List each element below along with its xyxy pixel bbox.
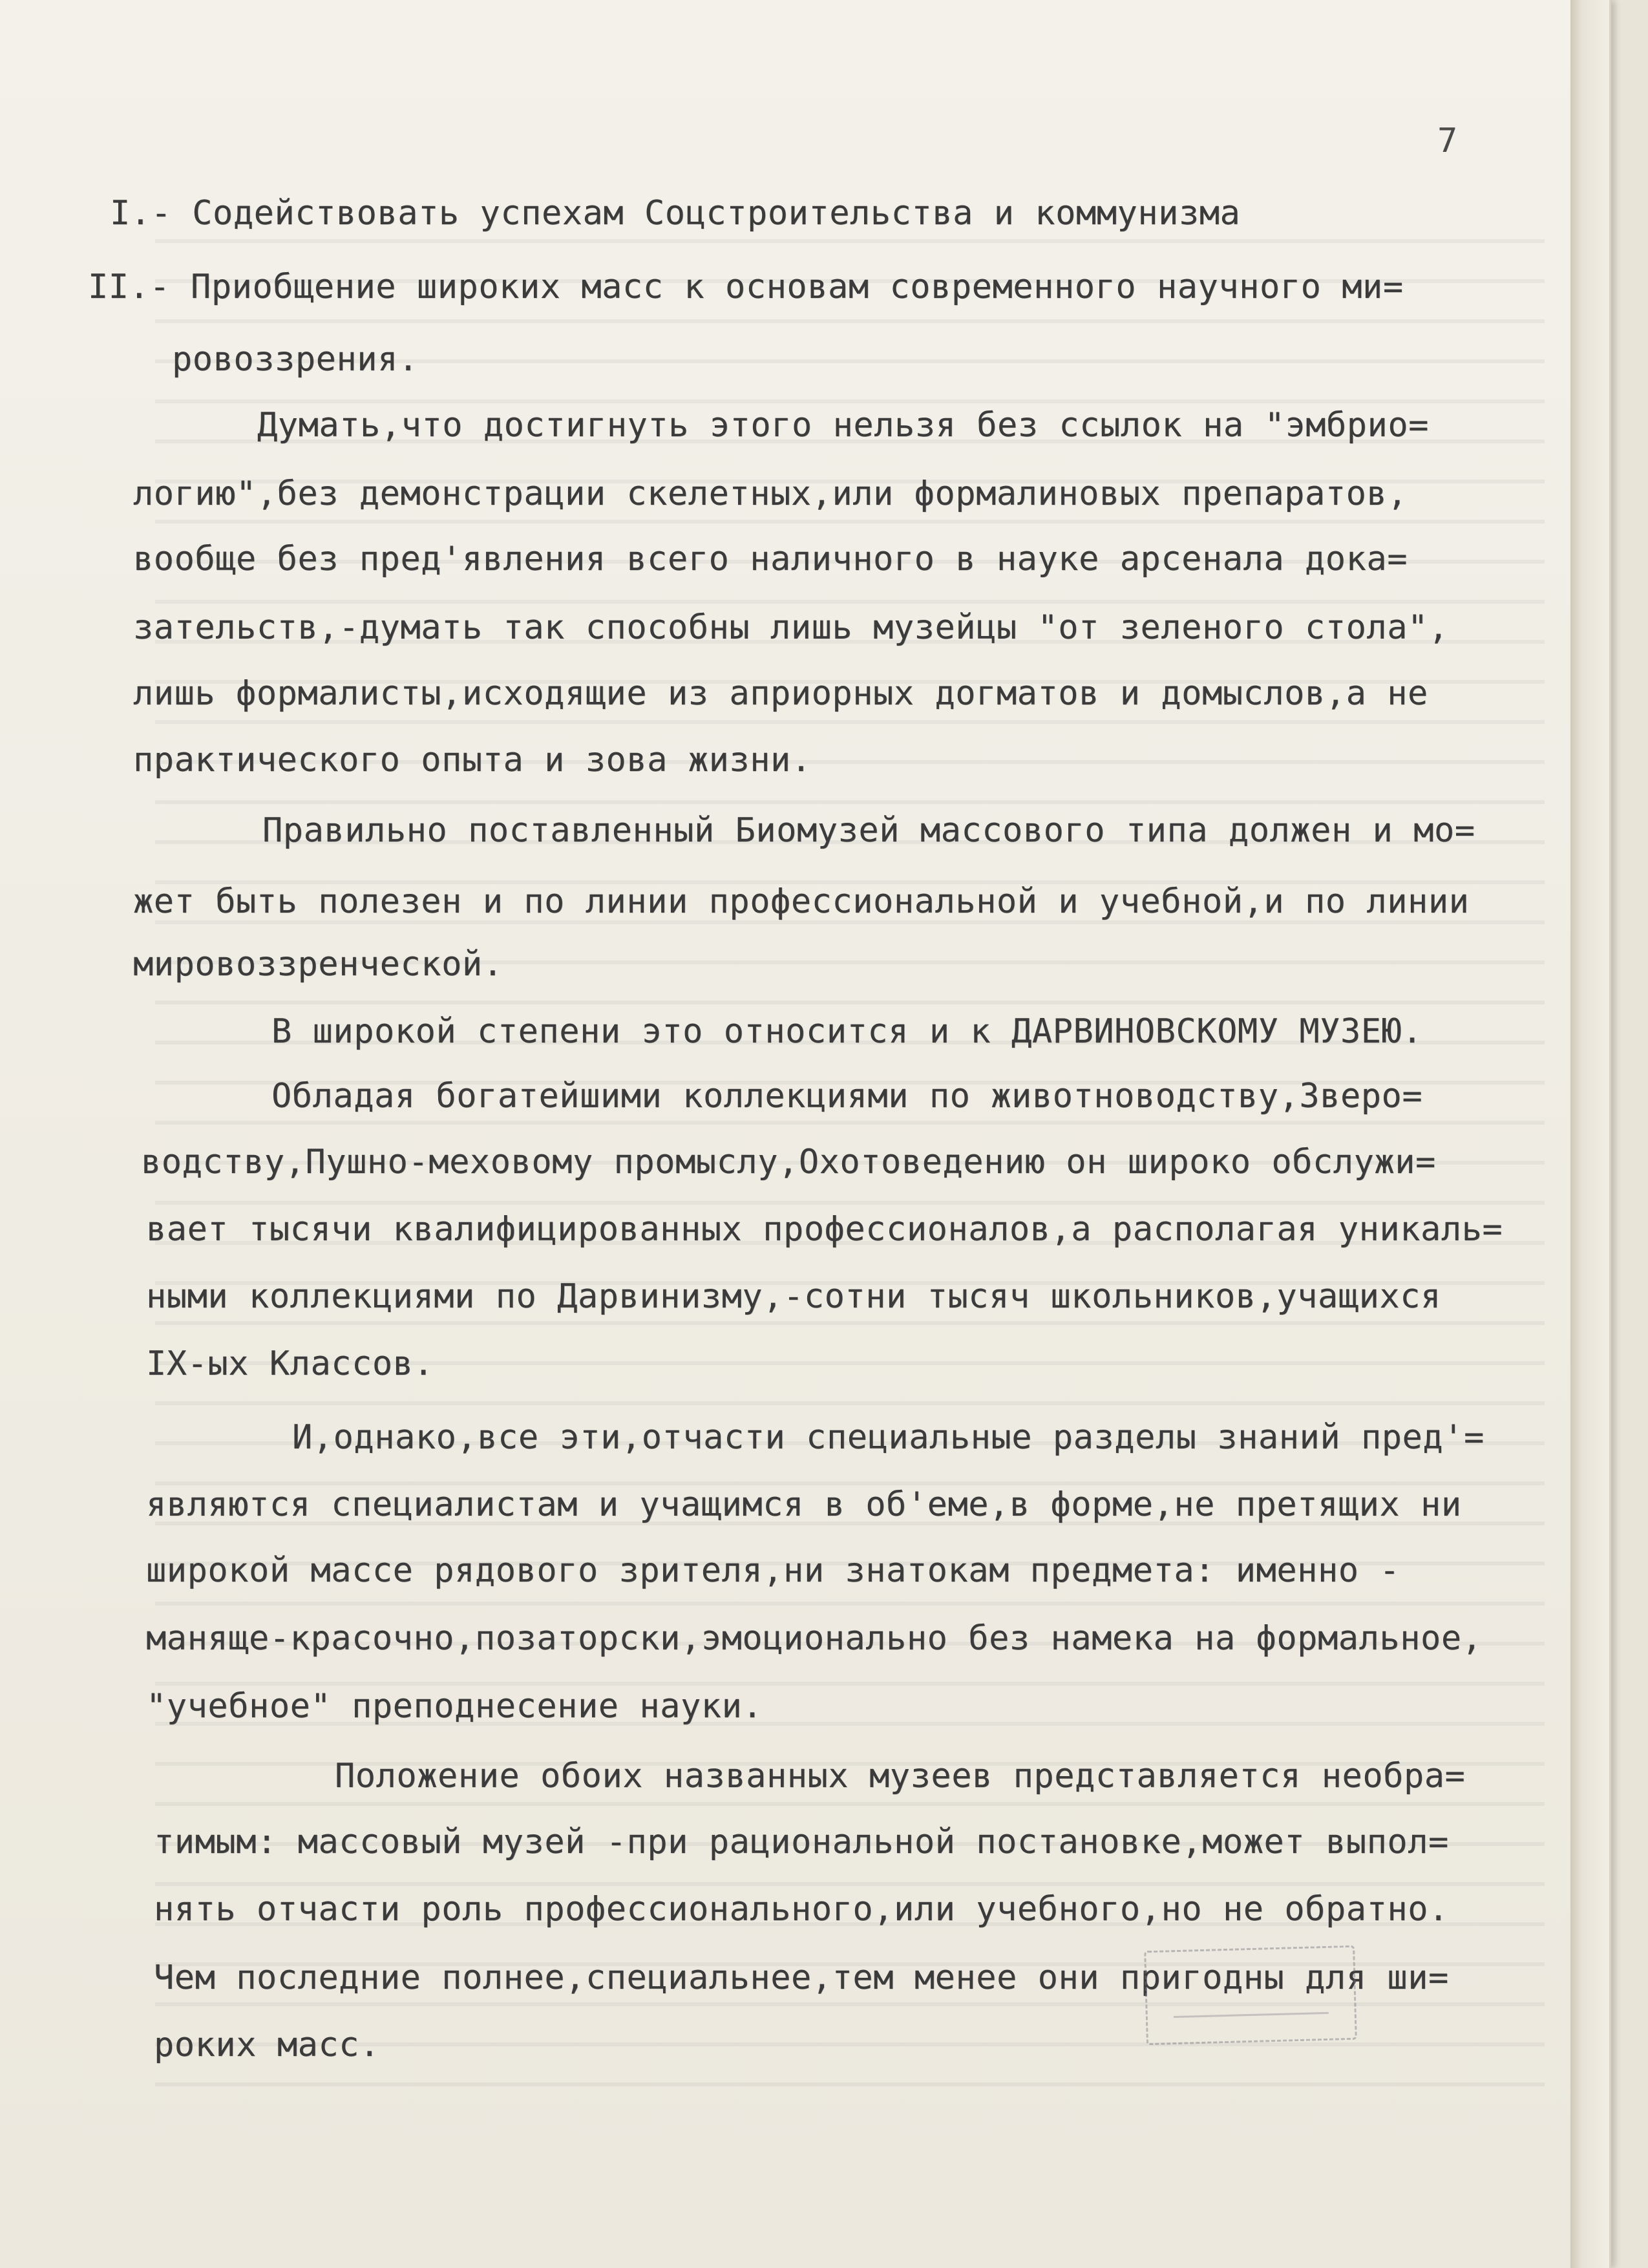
text-line-9: практического опыта и зова жизни.: [133, 741, 812, 779]
text-line-7: зательств,-думать так способны лишь музейцы "от зеленого стола",: [133, 608, 1449, 647]
text-line-2: II.- Приобщение широких масс к основам современного научного ми=: [88, 268, 1404, 306]
text-line-4: Думать,что достигнуть этого нельзя без ссылок на "эмбрио=: [257, 406, 1429, 445]
text-line-17: ными коллекциями по Дарвинизму,-сотни тысяч школьников,учащихся: [146, 1277, 1441, 1316]
text-line-28: роких масс.: [154, 2026, 380, 2064]
text-line-23: "учебное" преподнесение науки.: [146, 1687, 763, 1726]
text-line-21: широкой массе рядового зрителя,ни знатокам предмета: именно -: [146, 1551, 1400, 1590]
text-line-25: тимым: массовый музей -при рациональной постановке,может выпол=: [154, 1823, 1449, 1861]
archive-stamp: [1144, 1945, 1357, 2045]
text-line-12: мировоззренческой.: [133, 945, 503, 984]
text-line-1: I.- Содействовать успехам Соцстроительства и коммунизма: [110, 194, 1241, 233]
text-line-26: нять отчасти роль профессионального,или учебного,но не обратно.: [154, 1890, 1449, 1929]
text-line-13: В широкой степени это относится и к ДАРВИНОВСКОМУ МУЗЕЮ.: [271, 1012, 1423, 1051]
text-line-10: Правильно поставленный Биомузей массового типа должен и мо=: [262, 811, 1475, 850]
stamp-mark: [1172, 1973, 1329, 2017]
text-line-16: вает тысячи квалифицированных профессионалов,а располагая уникаль=: [146, 1210, 1503, 1249]
text-line-14: Обладая богатейшими коллекциями по животноводству,Зверо=: [271, 1077, 1423, 1116]
text-line-15: водству,Пушно-меховому промыслу,Охотоведению он широко обслужи=: [141, 1143, 1436, 1182]
text-line-5: логию",без демонстрации скелетных,или формалиновых препаратов,: [133, 474, 1408, 513]
text-line-19: И,однако,все эти,отчасти специальные разделы знаний пред'=: [292, 1418, 1484, 1457]
text-line-6: вообще без пред'явления всего наличного в науке арсенала дока=: [133, 540, 1408, 578]
text-line-22: маняще-красочно,позаторски,эмоционально без намека на формальное,: [146, 1619, 1483, 1658]
text-line-24: Положение обоих названных музеев представляется необра=: [335, 1757, 1466, 1796]
text-line-8: лишь формалисты,исходящие из априорных догматов и домыслов,а не: [133, 674, 1428, 713]
text-line-27: Чем последние полнее,специальнее,тем менее они пригодны для ши=: [154, 1958, 1449, 1997]
text-line-11: жет быть полезен и по линии профессиональной и учебной,и по линии: [133, 882, 1470, 921]
text-line-18: IX-ых Классов.: [146, 1344, 434, 1383]
text-line-3: ровоззрения.: [172, 340, 419, 379]
text-line-20: являются специалистам и учащимся в об'еме,в форме,не претящих ни: [146, 1485, 1462, 1524]
page-number: 7: [1437, 122, 1458, 160]
page-edge: [1570, 0, 1609, 2268]
